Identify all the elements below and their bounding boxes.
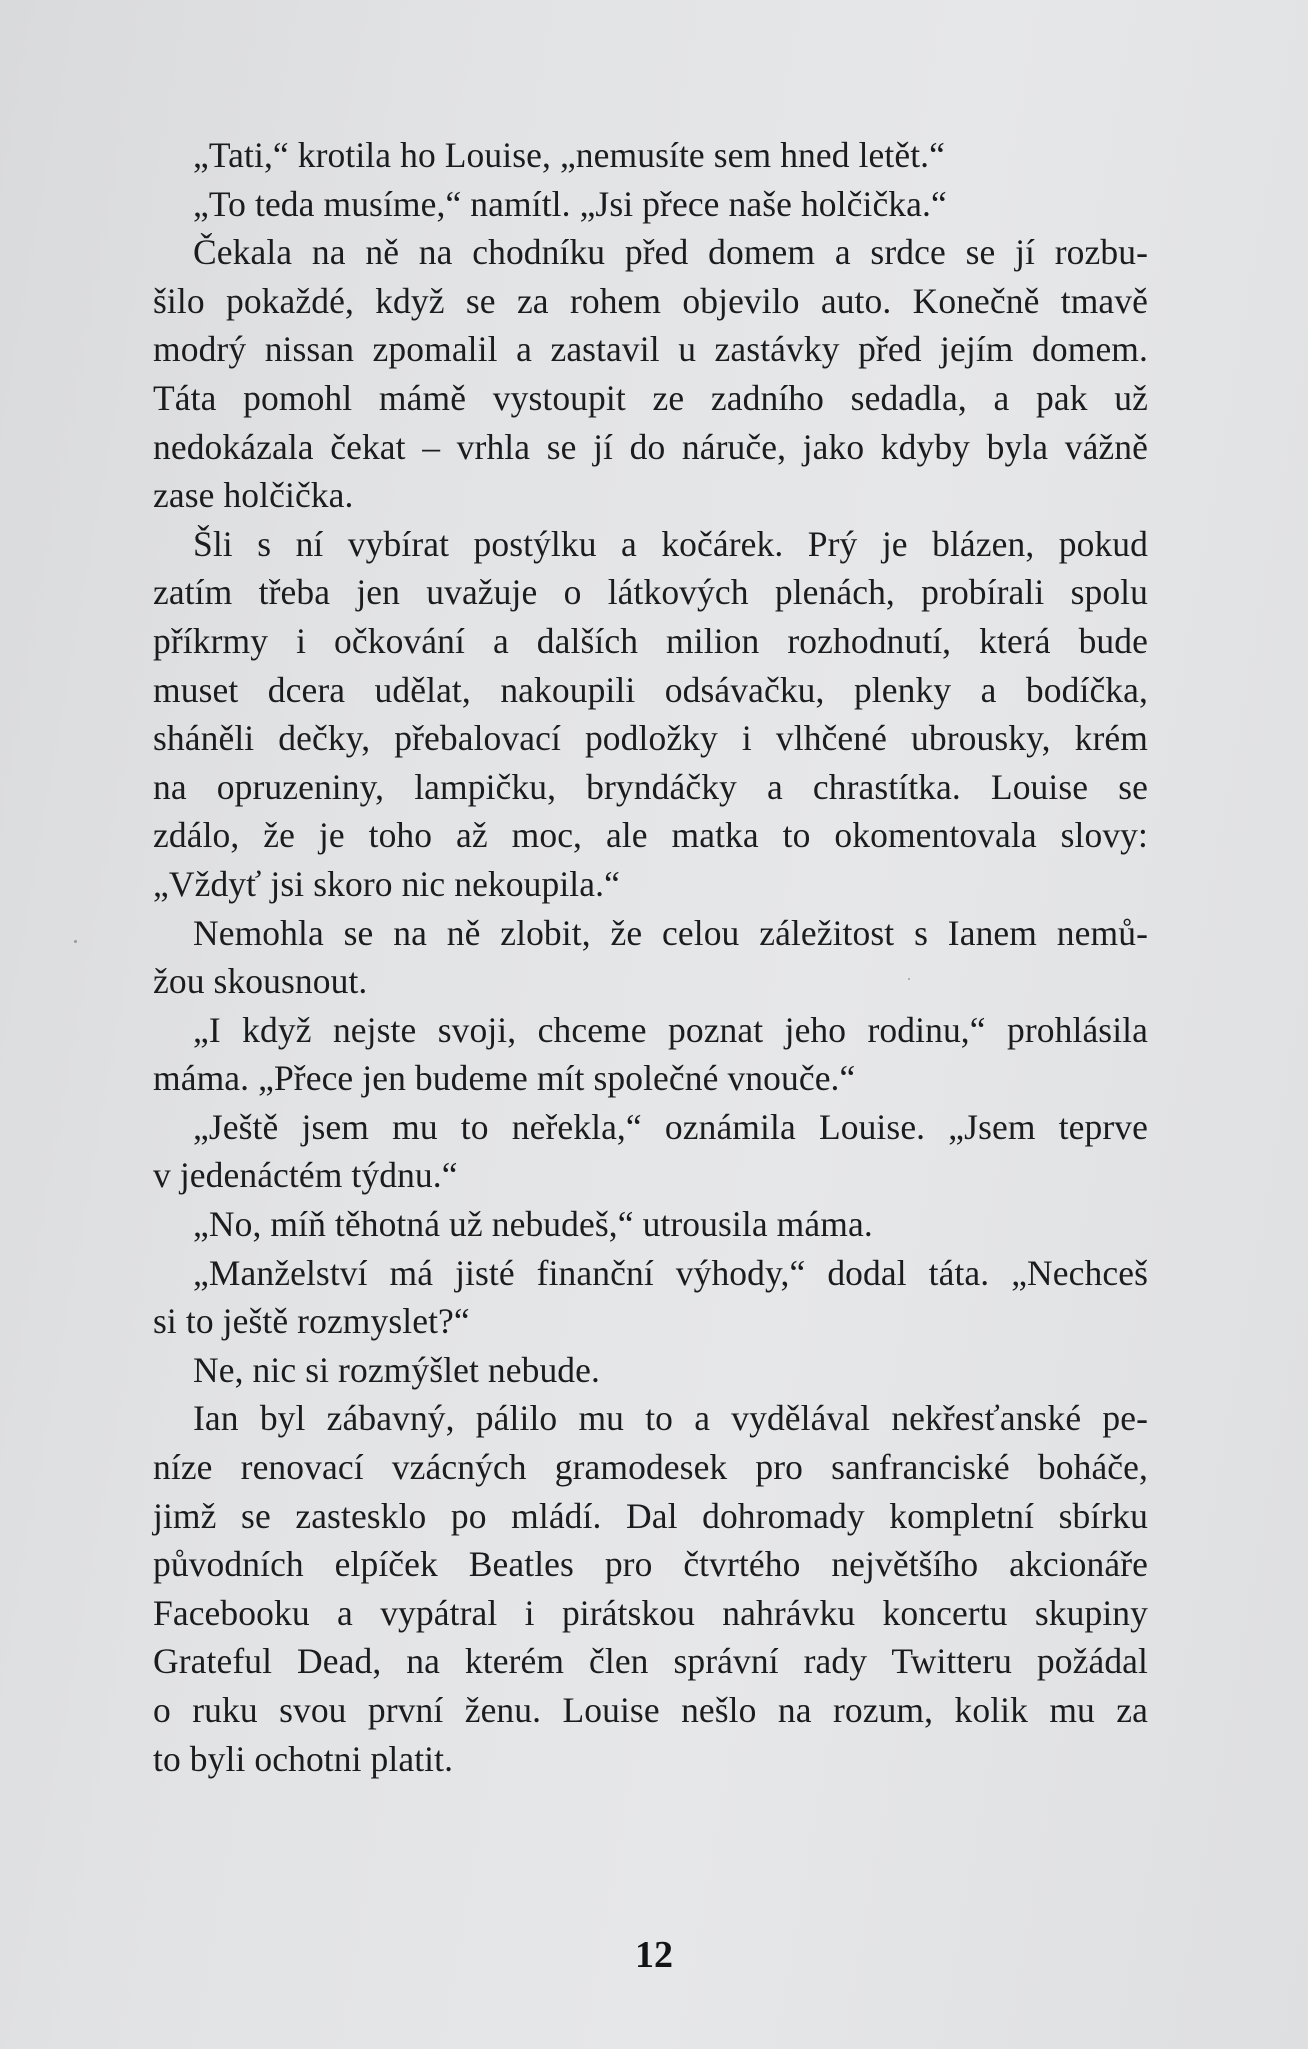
text-line: sháněli dečky, přebalovací podložky i vlhčené ubrousky, krém [153,718,1148,759]
text-line: „To teda musíme,“ namítl. „Jsi přece naše holčička.“ [193,183,947,224]
text-line: modrý nissan zpomalil a zastavil u zastávky před jejím domem. [153,329,1148,370]
text-line: „Manželství má jisté finanční výhody,“ dodal táta. „Nechceš [193,1252,1148,1293]
text-line: zatím třeba jen uvažuje o látkových plenách, probírali spolu [153,572,1148,613]
text-line: „No, míň těhotná už nebudeš,“ utrousila máma. [193,1204,873,1245]
paper-speck [74,940,77,943]
text-line: nedokázala čekat – vrhla se jí do náruče, jako kdyby byla vážně [153,426,1148,467]
text-line: Šli s ní vybírat postýlku a kočárek. Prý je blázen, pokud [193,523,1148,564]
text-line: původních elpíček Beatles pro čtvrtého největšího akcionáře [153,1544,1148,1585]
text-line: „Vždyť jsi skoro nic nekoupila.“ [153,863,620,904]
text-line: na opruzeniny, lampičku, bryndáčky a chrastítka. Louise se [153,766,1148,807]
text-line: o ruku svou první ženu. Louise nešlo na rozum, kolik mu za [153,1690,1148,1730]
text-line: žou skousnout. [153,961,368,1002]
body-text [153,131,1148,1783]
text-line: příkrmy i očkování a dalších milion rozhodnutí, která bude [153,620,1148,661]
text-line: Táta pomohl mámě vystoupit ze zadního sedadla, a pak už [153,377,1148,418]
page-number: 12 [635,1934,673,1976]
text-line: zase holčička. [153,475,354,516]
text-line: Ne, nic si rozmýšlet nebude. [193,1349,600,1390]
text-line: Grateful Dead, na kterém člen správní rady Twitteru požádal [153,1641,1148,1682]
text-line: „I když nejste svoji, chceme poznat jeho rodinu,“ prohlásila [193,1009,1148,1050]
paper-speck [908,978,910,980]
text-line: si to ještě rozmyslet?“ [153,1301,470,1342]
text-line: v jedenáctém týdnu.“ [153,1155,458,1196]
text-line: „Ještě jsem mu to neřekla,“ oznámila Louise. „Jsem teprve [193,1106,1148,1147]
text-line: zdálo, že je toho až moc, ale matka to okomentovala slovy: [153,815,1148,856]
text-line: Ian byl zábavný, pálilo mu to a vydělával nekřesťanské pe- [193,1398,1148,1439]
text-line: to byli ochotni platit. [153,1738,454,1779]
text-line: muset dcera udělat, nakoupili odsávačku, plenky a bodíčka, [153,669,1148,710]
text-line: „Tati,“ krotila ho Louise, „nemusíte sem hned letět.“ [193,135,946,175]
text-line: máma. „Přece jen budeme mít společné vnouče.“ [153,1058,856,1099]
text-line: Facebooku a vypátral i pirátskou nahrávku koncertu skupiny [153,1592,1148,1633]
text-line: Nemohla se na ně zlobit, že celou záležitost s Ianem nemů- [193,912,1148,953]
text-line: Čekala na ně na chodníku před domem a srdce se jí rozbu- [193,232,1148,273]
text-line: šilo pokaždé, když se za rohem objevilo auto. Konečně tmavě [153,280,1148,321]
text-line: níze renovací vzácných gramodesek pro sanfranciské boháče, [153,1447,1148,1488]
text-line: jimž se zastesklo po mládí. Dal dohromady kompletní sbírku [153,1495,1148,1536]
